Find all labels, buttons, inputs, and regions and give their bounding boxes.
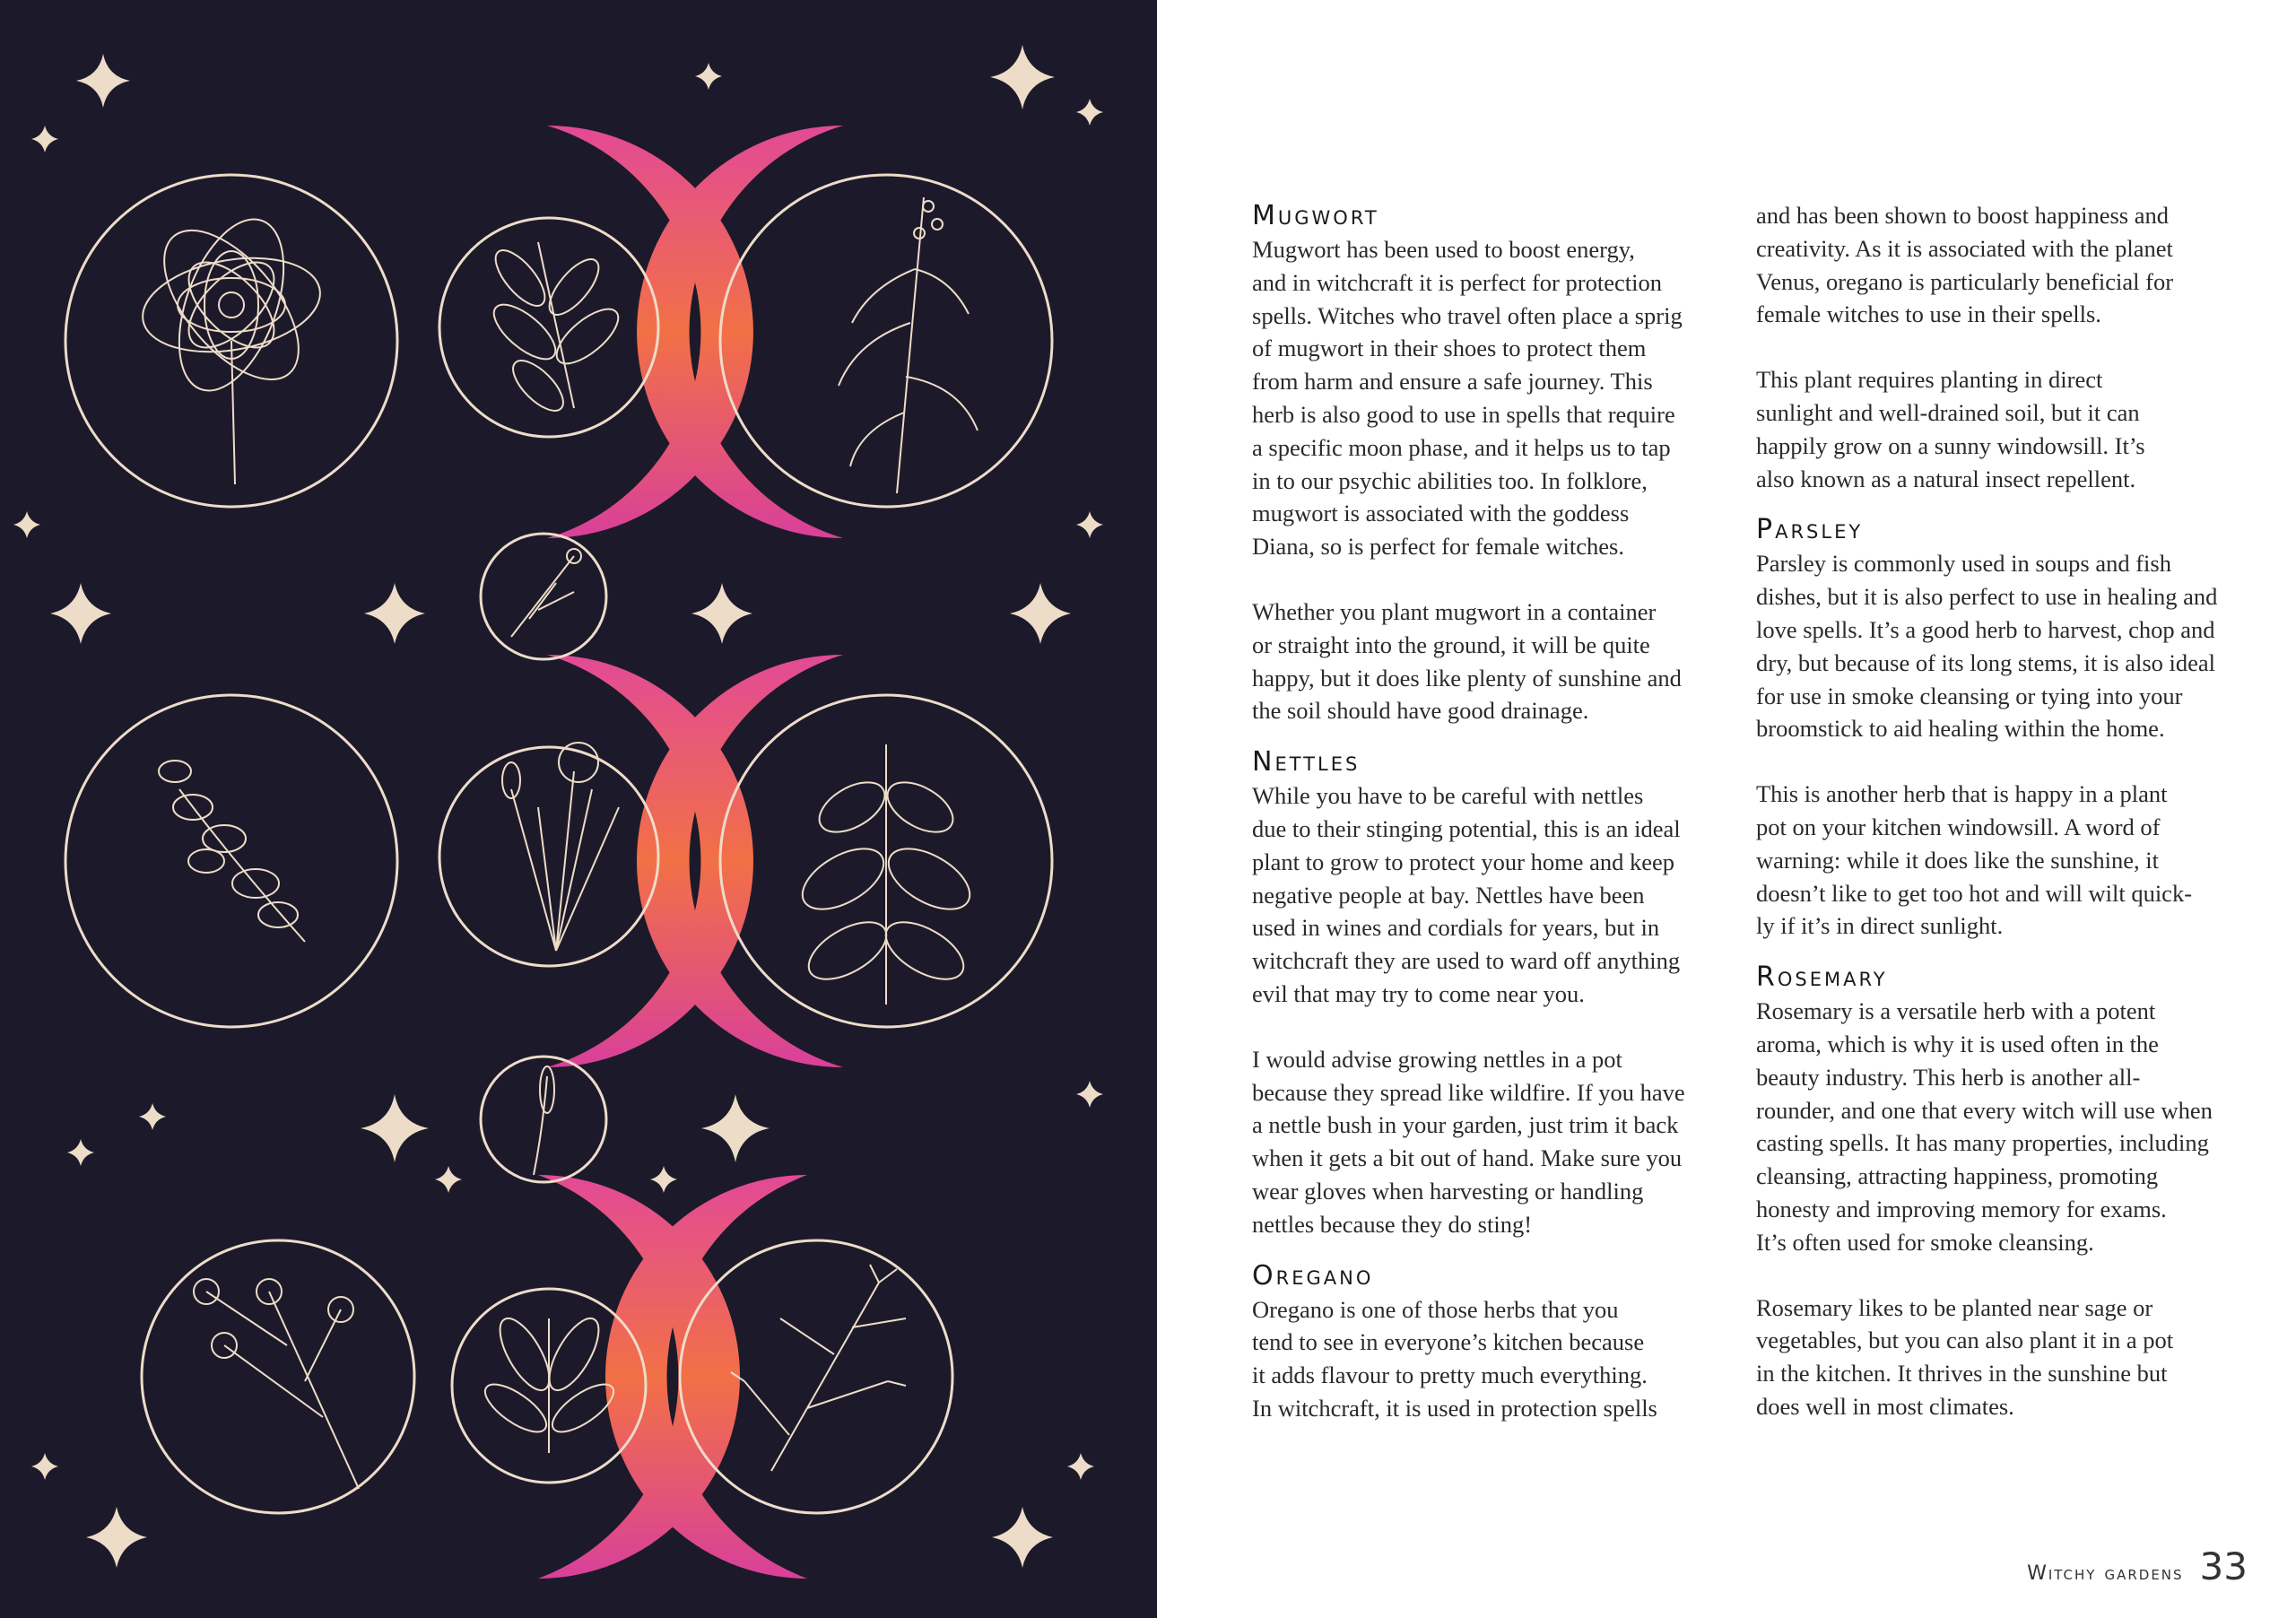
heading-mugwort: Mugwort — [1252, 200, 1379, 231]
heading-oregano: Oregano — [1252, 1259, 1374, 1292]
parsley-paragraph-2: This is another herb that is happy in a plant pot on your kitchen windowsill. A word of warning: while it does like the sunshine, it doesn’t like to get too hot and will wilt quick- ly if it’s in direct sunlight. — [1756, 780, 2193, 940]
parsley-paragraph-1: Parsley is commonly used in soups and fish dishes, but it is also perfect to use in healing and love spells. It’s a good herb to harvest, chop and dry, but because of its long stems, it is also ideal for use in smoke cleansing or tying into your broomstick to aid healing within the home. — [1756, 550, 2218, 743]
text-page — [1157, 0, 2296, 1618]
oregano-paragraph-2: and has been shown to boost happiness and creativity. As it is associated with the planet Venus, oregano is particularly beneficial for female witches to use in their spells. — [1756, 202, 2174, 328]
heading-nettles: Nettles — [1252, 746, 1361, 779]
nettles-paragraph-2: I would advise growing nettles in a pot because they spread like wildfire. If you have a nettle bush in your garden, just trim it back when it gets a bit out of hand. Make sure you wear gloves when harvesting or handling nettles because they do sting! — [1252, 1045, 1685, 1238]
page-number: 33 — [2199, 1544, 2248, 1588]
heading-parsley: Parsley — [1756, 514, 1864, 546]
oregano-paragraph-1: Oregano is one of those herbs that you tend to see in everyone’s kitchen because it adds flavour to pretty much everything. In witchcraft, it is used in protection spells — [1252, 1295, 1657, 1422]
page-footer — [2027, 1544, 2248, 1588]
nettles-paragraph-1: While you have to be careful with nettles due to their stinging potential, this is an ideal plant to grow to protect your home and keep negative people at bay. Nettles have been used in wines and cordials for years, but in witchcraft they are used to ward off anything evil that may try to come near you. — [1252, 782, 1681, 1007]
heading-rosemary: Rosemary — [1756, 961, 1888, 994]
mugwort-paragraph-2: Whether you plant mugwort in a container or straight into the ground, it will be quite happy, but it does like plenty of sunshine and the soil should have good drainage. — [1252, 597, 1682, 725]
mugwort-paragraph-1: Mugwort has been used to boost energy, and in witchcraft it is perfect for protection spells. Witches who travel often place a sprig of mugwort in their shoes to protect them from harm and ensure a safe journey. This herb is also good to use in spells that require a specific moon phase, and it helps us to tap in to our psychic abilities too. In folklore, mugwort is associated with the goddess Diana, so is perfect for female witches. — [1252, 236, 1683, 561]
rosemary-paragraph-1: Rosemary is a versatile herb with a potent aroma, which is why it is used often in the beauty industry. This herb is another all- rounder, and one that every witch will use when casting spells. It has many properties, including cleansing, attracting happiness, promoting honesty and improving memory for exams. It’s often used for smoke cleansing. — [1756, 997, 2213, 1256]
text-column-left — [1252, 199, 1732, 1425]
oregano-paragraph-3: This plant requires planting in direct sunlight and well-drained soil, but it can happily grow on a sunny windowsill. It’s also known as a natural insect repellent. — [1756, 366, 2145, 492]
running-title: Witchy gardens — [2027, 1562, 2184, 1585]
rosemary-paragraph-2: Rosemary likes to be planted near sage or vegetables, but you can also plant it in a pot in the kitchen. It thrives in the sunshine but does well in most climates. — [1756, 1293, 2174, 1420]
text-column-right — [1756, 199, 2236, 1423]
